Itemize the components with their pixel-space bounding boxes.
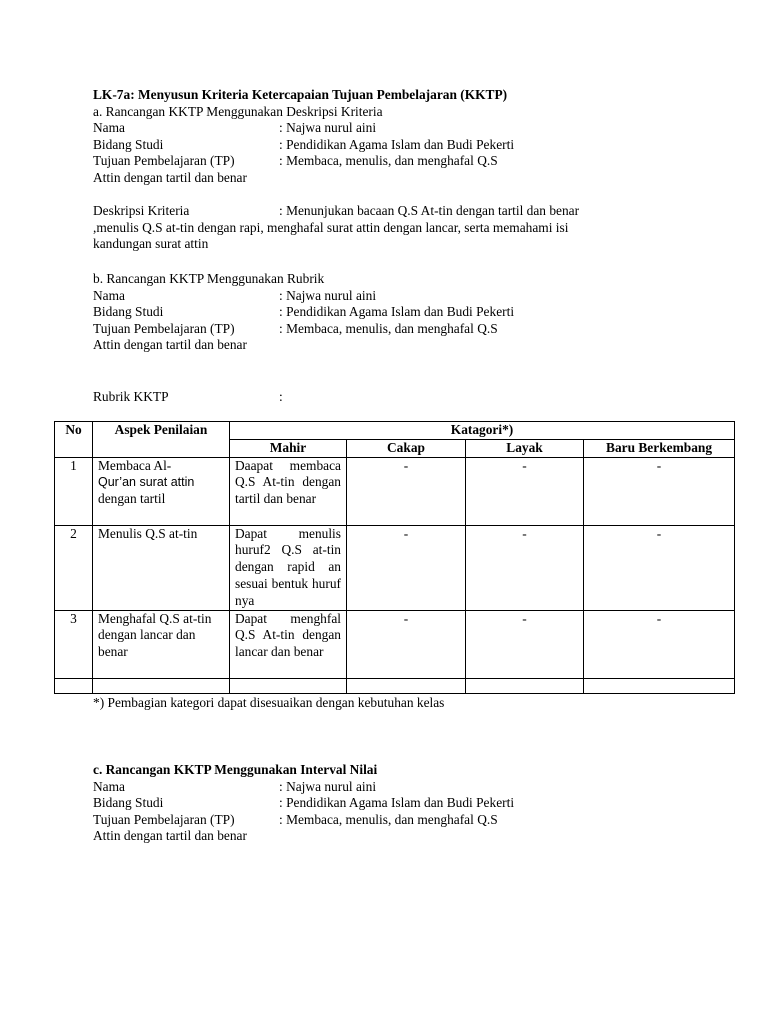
row-cakap: -	[347, 610, 466, 678]
row-layak: -	[466, 525, 584, 610]
row-mahir: Daapat membaca Q.S At-tin dengan tartil dan benar	[230, 457, 347, 525]
col-baru-header: Baru Berkembang	[584, 439, 735, 457]
row-aspek: Membaca Al- Qur’an surat attin dengan tartil	[93, 457, 230, 525]
row-aspek: Menghafal Q.S at-tin dengan lancar dan benar	[93, 610, 230, 678]
nama-label: Nama	[93, 778, 125, 794]
col-no-header: No	[55, 422, 93, 458]
page-title: LK-7a: Menyusun Kriteria Ketercapaian Tujuan Pembelajaran (KKTP)	[93, 87, 508, 102]
row-layak: -	[466, 457, 584, 525]
table-empty-row	[55, 678, 735, 693]
nama-row	[93, 288, 673, 305]
deskripsi-continuation-1: ,menulis Q.S at-tin dengan rapi, menghafal surat attin dengan lancar, serta memahami isi	[93, 219, 569, 235]
row-cakap: -	[347, 457, 466, 525]
section-a	[93, 87, 673, 253]
nama-row	[93, 120, 673, 137]
table-row	[55, 457, 735, 525]
row-no: 2	[55, 525, 93, 610]
deskripsi-label: Deskripsi Kriteria	[93, 203, 190, 219]
nama-value: : Najwa nurul aini	[279, 287, 377, 303]
section-c-title: c. Rancangan KKTP Menggunakan Interval Nilai	[93, 762, 378, 777]
tp-row	[93, 812, 673, 829]
rubrik-value: :	[279, 389, 283, 404]
bidang-row	[93, 137, 673, 154]
tp-continuation: Attin dengan tartil dan benar	[93, 337, 247, 353]
row-mahir: Dapat menghfal Q.S At-tin dengan lancar dan benar	[230, 610, 347, 678]
bidang-row	[93, 304, 673, 321]
bidang-row	[93, 795, 673, 812]
row-baru: -	[584, 610, 735, 678]
tp-continuation: Attin dengan tartil dan benar	[93, 828, 247, 844]
row-mahir: Dapat menulis huruf2 Q.S at-tin dengan rapid an sesuai bentuk huruf nya	[230, 525, 347, 610]
row-aspek: Menulis Q.S at-tin	[93, 525, 230, 610]
col-aspek-header: Aspek Penilaian	[93, 422, 230, 458]
table-header-row	[55, 422, 735, 440]
tp-row	[93, 321, 673, 338]
tp-value: : Membaca, menulis, dan menghafal Q.S	[279, 320, 498, 336]
section-c	[93, 762, 673, 845]
section-b	[93, 271, 673, 354]
col-kategori-header: Katagori*)	[230, 422, 735, 440]
bidang-label: Bidang Studi	[93, 795, 164, 811]
table-row	[55, 525, 735, 610]
tp-row	[93, 153, 673, 170]
rubrik-row	[93, 389, 673, 406]
rubrik-label: Rubrik KKTP	[93, 389, 169, 404]
nama-label: Nama	[93, 120, 125, 136]
row-cakap: -	[347, 525, 466, 610]
nama-label: Nama	[93, 287, 125, 303]
tp-value: : Membaca, menulis, dan menghafal Q.S	[279, 811, 498, 827]
bidang-value: : Pendidikan Agama Islam dan Budi Pekerti	[279, 136, 515, 152]
tp-value: : Membaca, menulis, dan menghafal Q.S	[279, 153, 498, 169]
bidang-label: Bidang Studi	[93, 304, 164, 320]
tp-continuation: Attin dengan tartil dan benar	[93, 169, 247, 185]
section-b-title: b. Rancangan KKTP Menggunakan Rubrik	[93, 271, 325, 286]
tp-label: Tujuan Pembelajaran (TP)	[93, 320, 235, 336]
tp-label: Tujuan Pembelajaran (TP)	[93, 153, 235, 169]
bidang-value: : Pendidikan Agama Islam dan Budi Pekerti	[279, 795, 515, 811]
bidang-value: : Pendidikan Agama Islam dan Budi Pekerti	[279, 304, 515, 320]
rubric-table	[54, 421, 735, 694]
col-layak-header: Layak	[466, 439, 584, 457]
nama-row	[93, 779, 673, 796]
deskripsi-row	[93, 203, 673, 220]
footnote-text: *) Pembagian kategori dapat disesuaikan dengan kebutuhan kelas	[93, 695, 445, 710]
row-no: 3	[55, 610, 93, 678]
footnote	[93, 695, 673, 712]
section-a-title: a. Rancangan KKTP Menggunakan Deskripsi Kriteria	[93, 103, 383, 119]
row-layak: -	[466, 610, 584, 678]
col-mahir-header: Mahir	[230, 439, 347, 457]
deskripsi-value: : Menunjukan bacaan Q.S At-tin dengan tartil dan benar	[279, 203, 580, 219]
table-row	[55, 610, 735, 678]
bidang-label: Bidang Studi	[93, 136, 164, 152]
nama-value: : Najwa nurul aini	[279, 778, 377, 794]
nama-value: : Najwa nurul aini	[279, 120, 377, 136]
row-no: 1	[55, 457, 93, 525]
row-baru: -	[584, 457, 735, 525]
row-baru: -	[584, 525, 735, 610]
tp-label: Tujuan Pembelajaran (TP)	[93, 811, 235, 827]
col-cakap-header: Cakap	[347, 439, 466, 457]
deskripsi-continuation-2: kandungan surat attin	[93, 236, 209, 252]
